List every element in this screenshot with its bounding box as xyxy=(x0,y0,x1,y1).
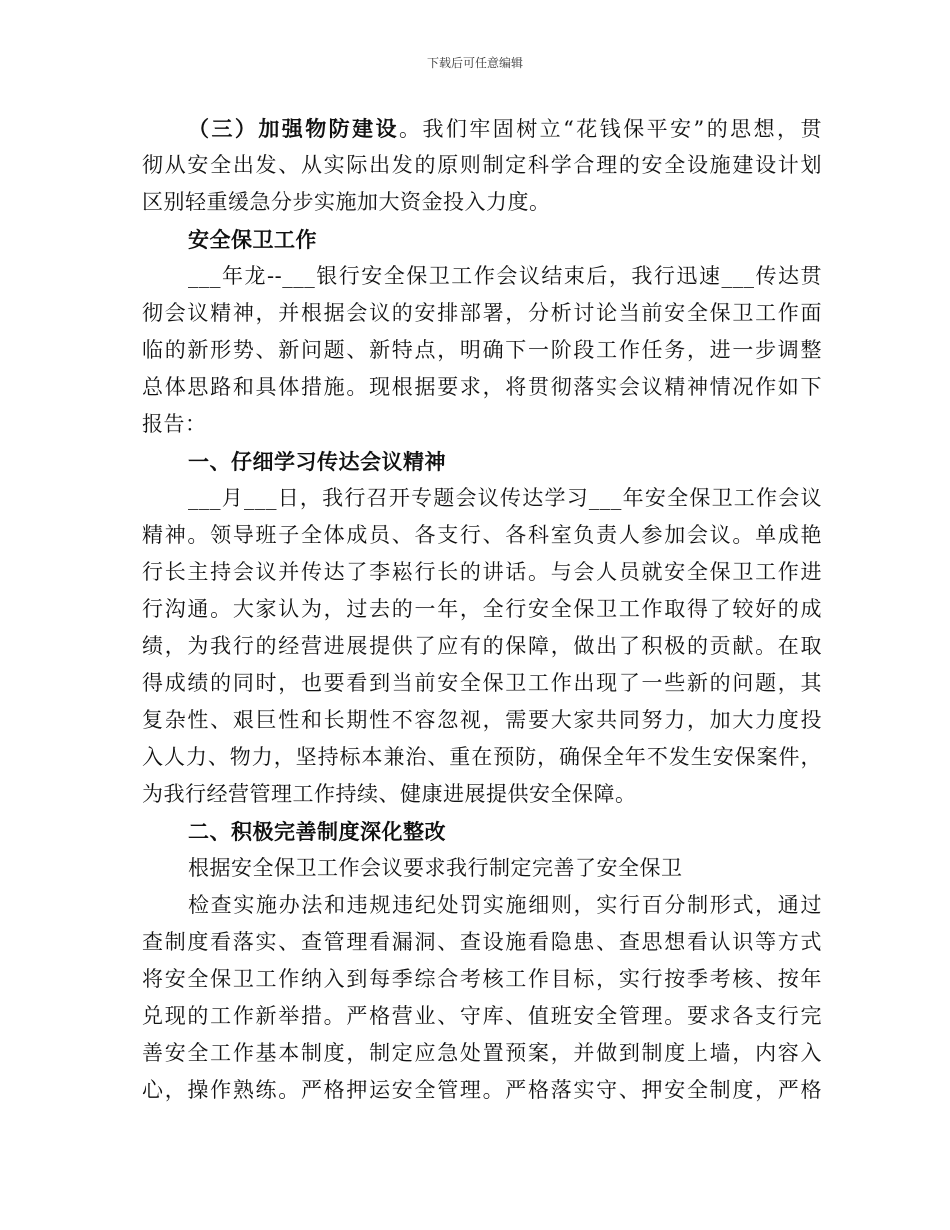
paragraph-line: 报告： xyxy=(142,412,207,436)
paragraph-line: 彻从安全出发、从实际出发的原则制定科学合理的安全设施建设计划 xyxy=(142,153,822,177)
paragraph-line: 精神。领导班子全体成员、各支行、各科室负责人参加会议。单成艳 xyxy=(142,523,822,547)
paragraph-line: 复杂性、艰巨性和长期性不容忽视，需要大家共同努力，加大力度投 xyxy=(142,708,822,732)
paragraph-line: 绩，为我行的经营进展提供了应有的保障，做出了积极的贡献。在取 xyxy=(142,634,822,658)
paragraph-line: 彻会议精神，并根据会议的安排部署，分析讨论当前安全保卫工作面 xyxy=(142,301,822,325)
paragraph-line: 行长主持会议并传达了李崧行长的讲话。与会人员就安全保卫工作进 xyxy=(142,560,822,584)
section-heading: 安全保卫工作 xyxy=(188,227,317,252)
section-heading: 二、积极完善制度深化整改 xyxy=(188,819,446,844)
paragraph-line: 查制度看落实、查管理看漏洞、查设施看隐患、查思想看认识等方式 xyxy=(142,930,822,954)
paragraph-line: ___月___日，我行召开专题会议传达学习___年安全保卫工作会议 xyxy=(188,486,822,510)
paragraph-line: 为我行经营管理工作持续、健康进展提供安全保障。 xyxy=(142,782,637,806)
paragraph-line: 善安全工作基本制度，制定应急处置预案，并做到制度上墙，内容入 xyxy=(142,1041,822,1065)
section-heading: 一、仔细学习传达会议精神 xyxy=(188,449,446,474)
paragraph-line: 得成绩的同时，也要看到当前安全保卫工作出现了一些新的问题，其 xyxy=(142,671,822,695)
paragraph-line: 兑现的工作新举措。严格营业、守库、值班安全管理。要求各支行完 xyxy=(142,1004,822,1028)
paragraph-line: 将安全保卫工作纳入到每季综合考核工作目标，实行按季考核、按年 xyxy=(142,967,822,991)
paragraph-line: 行沟通。大家认为，过去的一年，全行安全保卫工作取得了较好的成 xyxy=(142,597,822,621)
paragraph-line: 临的新形势、新问题、新特点，明确下一阶段工作任务，进一步调整 xyxy=(142,338,822,362)
paragraph-line: 心，操作熟练。严格押运安全管理。严格落实守、押安全制度，严格 xyxy=(142,1078,822,1102)
paragraph-line xyxy=(142,110,822,147)
paragraph-line: ___年龙--___银行安全保卫工作会议结束后，我行迅速___传达贯 xyxy=(188,264,822,288)
paragraph-line: 入人力、物力，坚持标本兼治、重在预防，确保全年不发生安保案件， xyxy=(142,745,822,769)
paragraph-line: 总体思路和具体措施。现根据要求，将贯彻落实会议精神情况作如下 xyxy=(142,375,822,399)
paragraph-text: 。我们牢固树立“花钱保平安”的思想，贯 xyxy=(399,117,822,141)
page-header-note: 下载后可任意编辑 xyxy=(426,56,523,70)
paragraph-line: 区别轻重缓急分步实施加大资金投入力度。 xyxy=(142,190,551,214)
inline-heading: （三）加强物防建设 xyxy=(188,116,400,141)
paragraph-line: 检查实施办法和违规违纪处罚实施细则，实行百分制形式，通过 xyxy=(188,893,822,917)
document-body xyxy=(142,110,822,1109)
paragraph-line: 根据安全保卫工作会议要求我行制定完善了安全保卫 xyxy=(188,856,683,880)
